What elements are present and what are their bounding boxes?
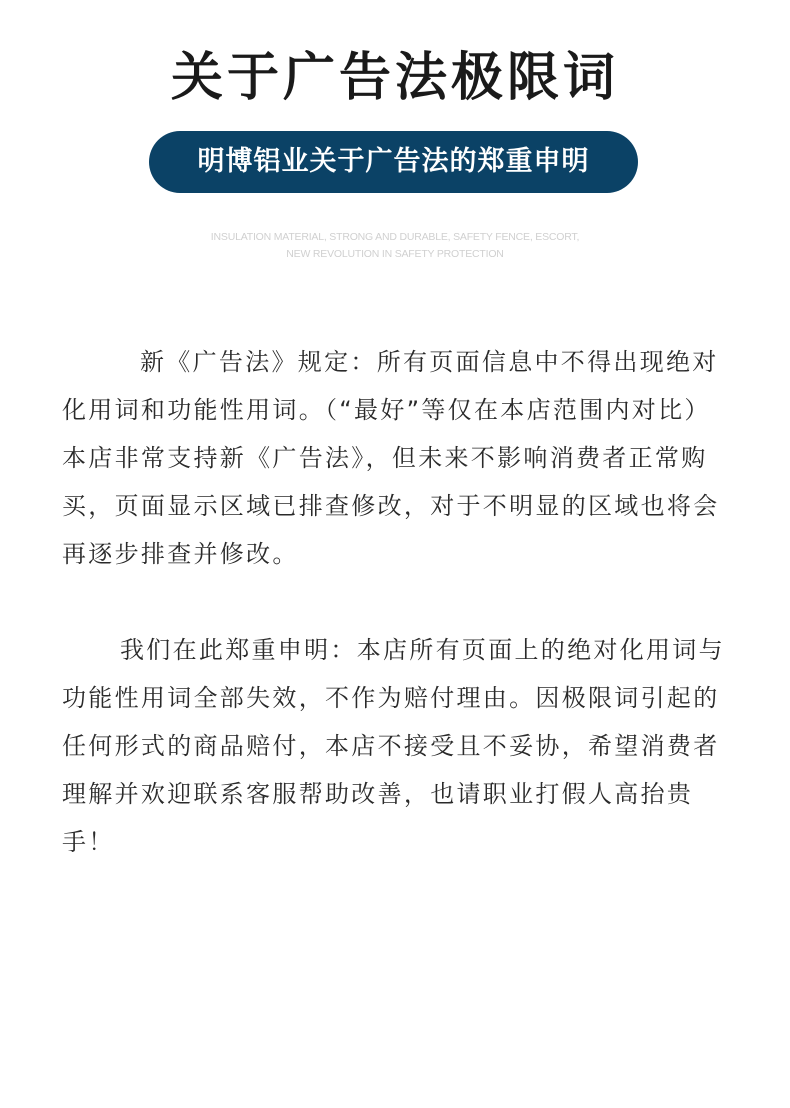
- page-title: 关于广告法极限词: [170, 48, 619, 108]
- paragraph-ad-law: 新《广告法》规定：所有页面信息中不得出现绝对化用词和功能性用词。（“最好”等仅在本店范围内对比）本店非常支持新《广告法》，但未来不影响消费者正常购买，页面显示区域已排查修改，对于不明显的区域也将会再逐步排查并修改。: [62, 348, 720, 568]
- english-subtitle: [0, 229, 790, 263]
- paragraph-statement: 我们在此郑重申明：本店所有页面上的绝对化用词与功能性用词全部失效，不作为赔付理由。因极限词引起的任何形式的商品赔付，本店不接受且不妥协，希望消费者理解并欢迎联系客服帮助改善，也请职业打假人高抬贵手！: [62, 636, 725, 856]
- subtitle-line-2: NEW REVOLUTION IN SAFETY PROTECTION: [286, 248, 504, 260]
- statement-banner: 明博铝业关于广告法的郑重申明: [149, 131, 638, 193]
- subtitle-line-1: INSULATION MATERIAL, STRONG AND DURABLE, SAFETY FENCE, ESCORT,: [210, 231, 580, 243]
